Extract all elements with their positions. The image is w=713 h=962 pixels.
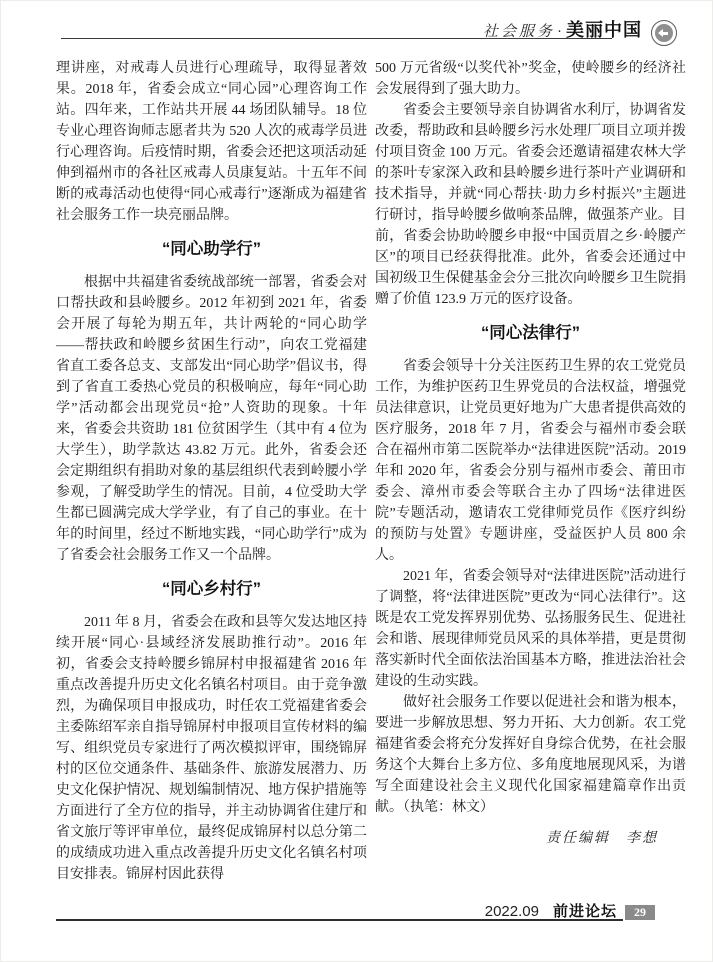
paragraph-falv-hospital: 省委会领导十分关注医药卫生界的农工党党员工作，为维护医药卫生界党员的合法权益，增强党员法律意识，让党员更好地为广大患者提供高效的医疗服务，2018 年 7 月，省委会与福州市委会联合在福州市第二医院举办“法律进医院”活动。2019 年和 2020 年，省委会分别与福州市委会、莆田市委会、漳州市委会等联合主办了四场“法律进医院”专题活动，邀请农工党律师党员作《医疗纠纷的预防与处置》专题讲座，受益医护人员 800 余人。 xyxy=(375,359,686,563)
footer-magazine-name: 前进论坛 xyxy=(552,903,617,920)
section-label: 社会服务 xyxy=(482,24,555,40)
left-arrow-glyph xyxy=(655,24,673,42)
paragraph-xiangcun-continued: 500 万元省级“以奖代补”奖金，使岭腰乡的经济社会发展得到了强大助力。 xyxy=(375,61,686,97)
left-column xyxy=(56,58,367,885)
paragraph-falv-rename: 2021 年，省委会领导对“法律进医院”活动进行了调整，将“法律进医院”更改为“同心法律行”。这既是农工党发挥界别优势、弘扬服务民生、促进社会和谐、展现律师党员风采的具体举措，更是贯彻落实新时代全面依法治国基本方略，推进法治社会建设的生动实践。 xyxy=(375,569,686,689)
header-title xyxy=(483,16,642,42)
footer-journal-info xyxy=(485,900,617,921)
separator-dot: · xyxy=(557,24,562,40)
paragraph-support-projects: 省委会主要领导亲自协调省水利厅，协调省发改委，帮助政和县岭腰乡污水处理厂项目立项并拨付项目资金 100 万元。省委会还邀请福建农林大学的茶叶专家深入政和县岭腰乡进行茶叶产业调研和技术指导，并就“同心帮扶·助力乡村振兴”主题进行研讨，指导岭腰乡做响茶品牌，做强茶产业。目前，省委会协助岭腰乡申报“中国贡眉之乡·岭腰产区”的项目已经获得批准。此外，省委会还通过中国初级卫生保健基金会分三批次向岭腰乡卫生院捐赠了价值 123.9 万元的医疗设备。 xyxy=(375,103,686,307)
column-brand: 美丽中国 xyxy=(566,20,642,40)
paragraph-conclusion: 做好社会服务工作要以促进社会和谐为根本，要进一步解放思想、努力开拓、大力创新。农工党福建省委会将充分发挥好自身综合优势，在社会服务这个大舞台上多方位、多角度地展现风采，为谱写全面建设社会主义现代化国家福建篇章作出贡献。（执笔：林文） xyxy=(375,695,686,815)
right-column xyxy=(375,58,686,849)
circled-left-arrow-icon xyxy=(651,20,677,46)
footer-issue-date: 2022.09 xyxy=(484,903,539,920)
paragraph-zhuxue: 根据中共福建省委统战部统一部署，省委会对口帮扶政和县岭腰乡。2012 年初到 2021 年，省委会开展了每轮为期五年，共计两轮的“同心助学——帮扶政和岭腰乡贫困生行动”，向农工党福建省直工委各总支、支部发出“同心助学”倡议书，得到了省直工委热心党员的积极响应，每年“同心助学”活动都会出现党员“抢”人资助的现象。十年来，省委会共资助 181 位贫困学生（其中有 4 位为大学生），助学款达 43.82 万元。此外，省委会还会定期组织有捐助对象的基层组织代表到岭腰小学参观，了解受助学生的情况。目前，4 位受助大学生都已圆满完成大学学业，有了自己的事业。在十年的时间里，经过不断地实践，“同心助学行”成为了省委会社会服务工作又一个品牌。 xyxy=(56,275,367,563)
section-heading-tongxin-zhuxue: “同心助学行” xyxy=(162,240,261,258)
page-number-badge: 29 xyxy=(625,905,655,920)
section-heading-tongxin-falv: “同心法律行” xyxy=(481,324,580,342)
editor-note: 责任编辑 李想 xyxy=(546,831,658,846)
paragraph-drug-rehab: 理讲座，对戒毒人员进行心理疏导，取得显著效果。2018 年，省委会成立“同心园”心理咨询工作站。四年来，工作站共开展 44 场团队辅导。18 位专业心理咨询师志愿者共为 520 人次的戒毒学员进行心理咨询。后疫情时期，省委会还把这项活动延伸到福州市的各社区戒毒人员康复站。十五年不间断的戒毒活动也使得“同心戒毒行”逐渐成为福建省社会服务工作一块亮丽品牌。 xyxy=(56,61,367,223)
section-heading-tongxin-xiangcun: “同心乡村行” xyxy=(162,580,261,598)
paragraph-xiangcun: 2011 年 8 月，省委会在政和县等欠发达地区持续开展“同心·县域经济发展助推行动”。2016 年初，省委会支持岭腰乡锦屏村申报福建省 2016 年重点改善提升历史文化名镇名村项目。由于竞争激烈，为确保项目申报成功，时任农工党福建省委会主委陈绍军亲自指导锦屏村申报项目宣传材料的编写、组织党员专家进行了两次模拟评审，围绕锦屏村的区位交通条件、基础条件、旅游发展潜力、历史文化保护情况、规划编制情况、地方保护措施等方面进行了全方位的指导，并主动协调省住建厅和省文旅厅等评审单位，最终促成锦屏村以总分第二的成绩成功进入重点改善提升历史文化名镇名村项目安排表。锦屏村因此获得 xyxy=(56,615,367,882)
